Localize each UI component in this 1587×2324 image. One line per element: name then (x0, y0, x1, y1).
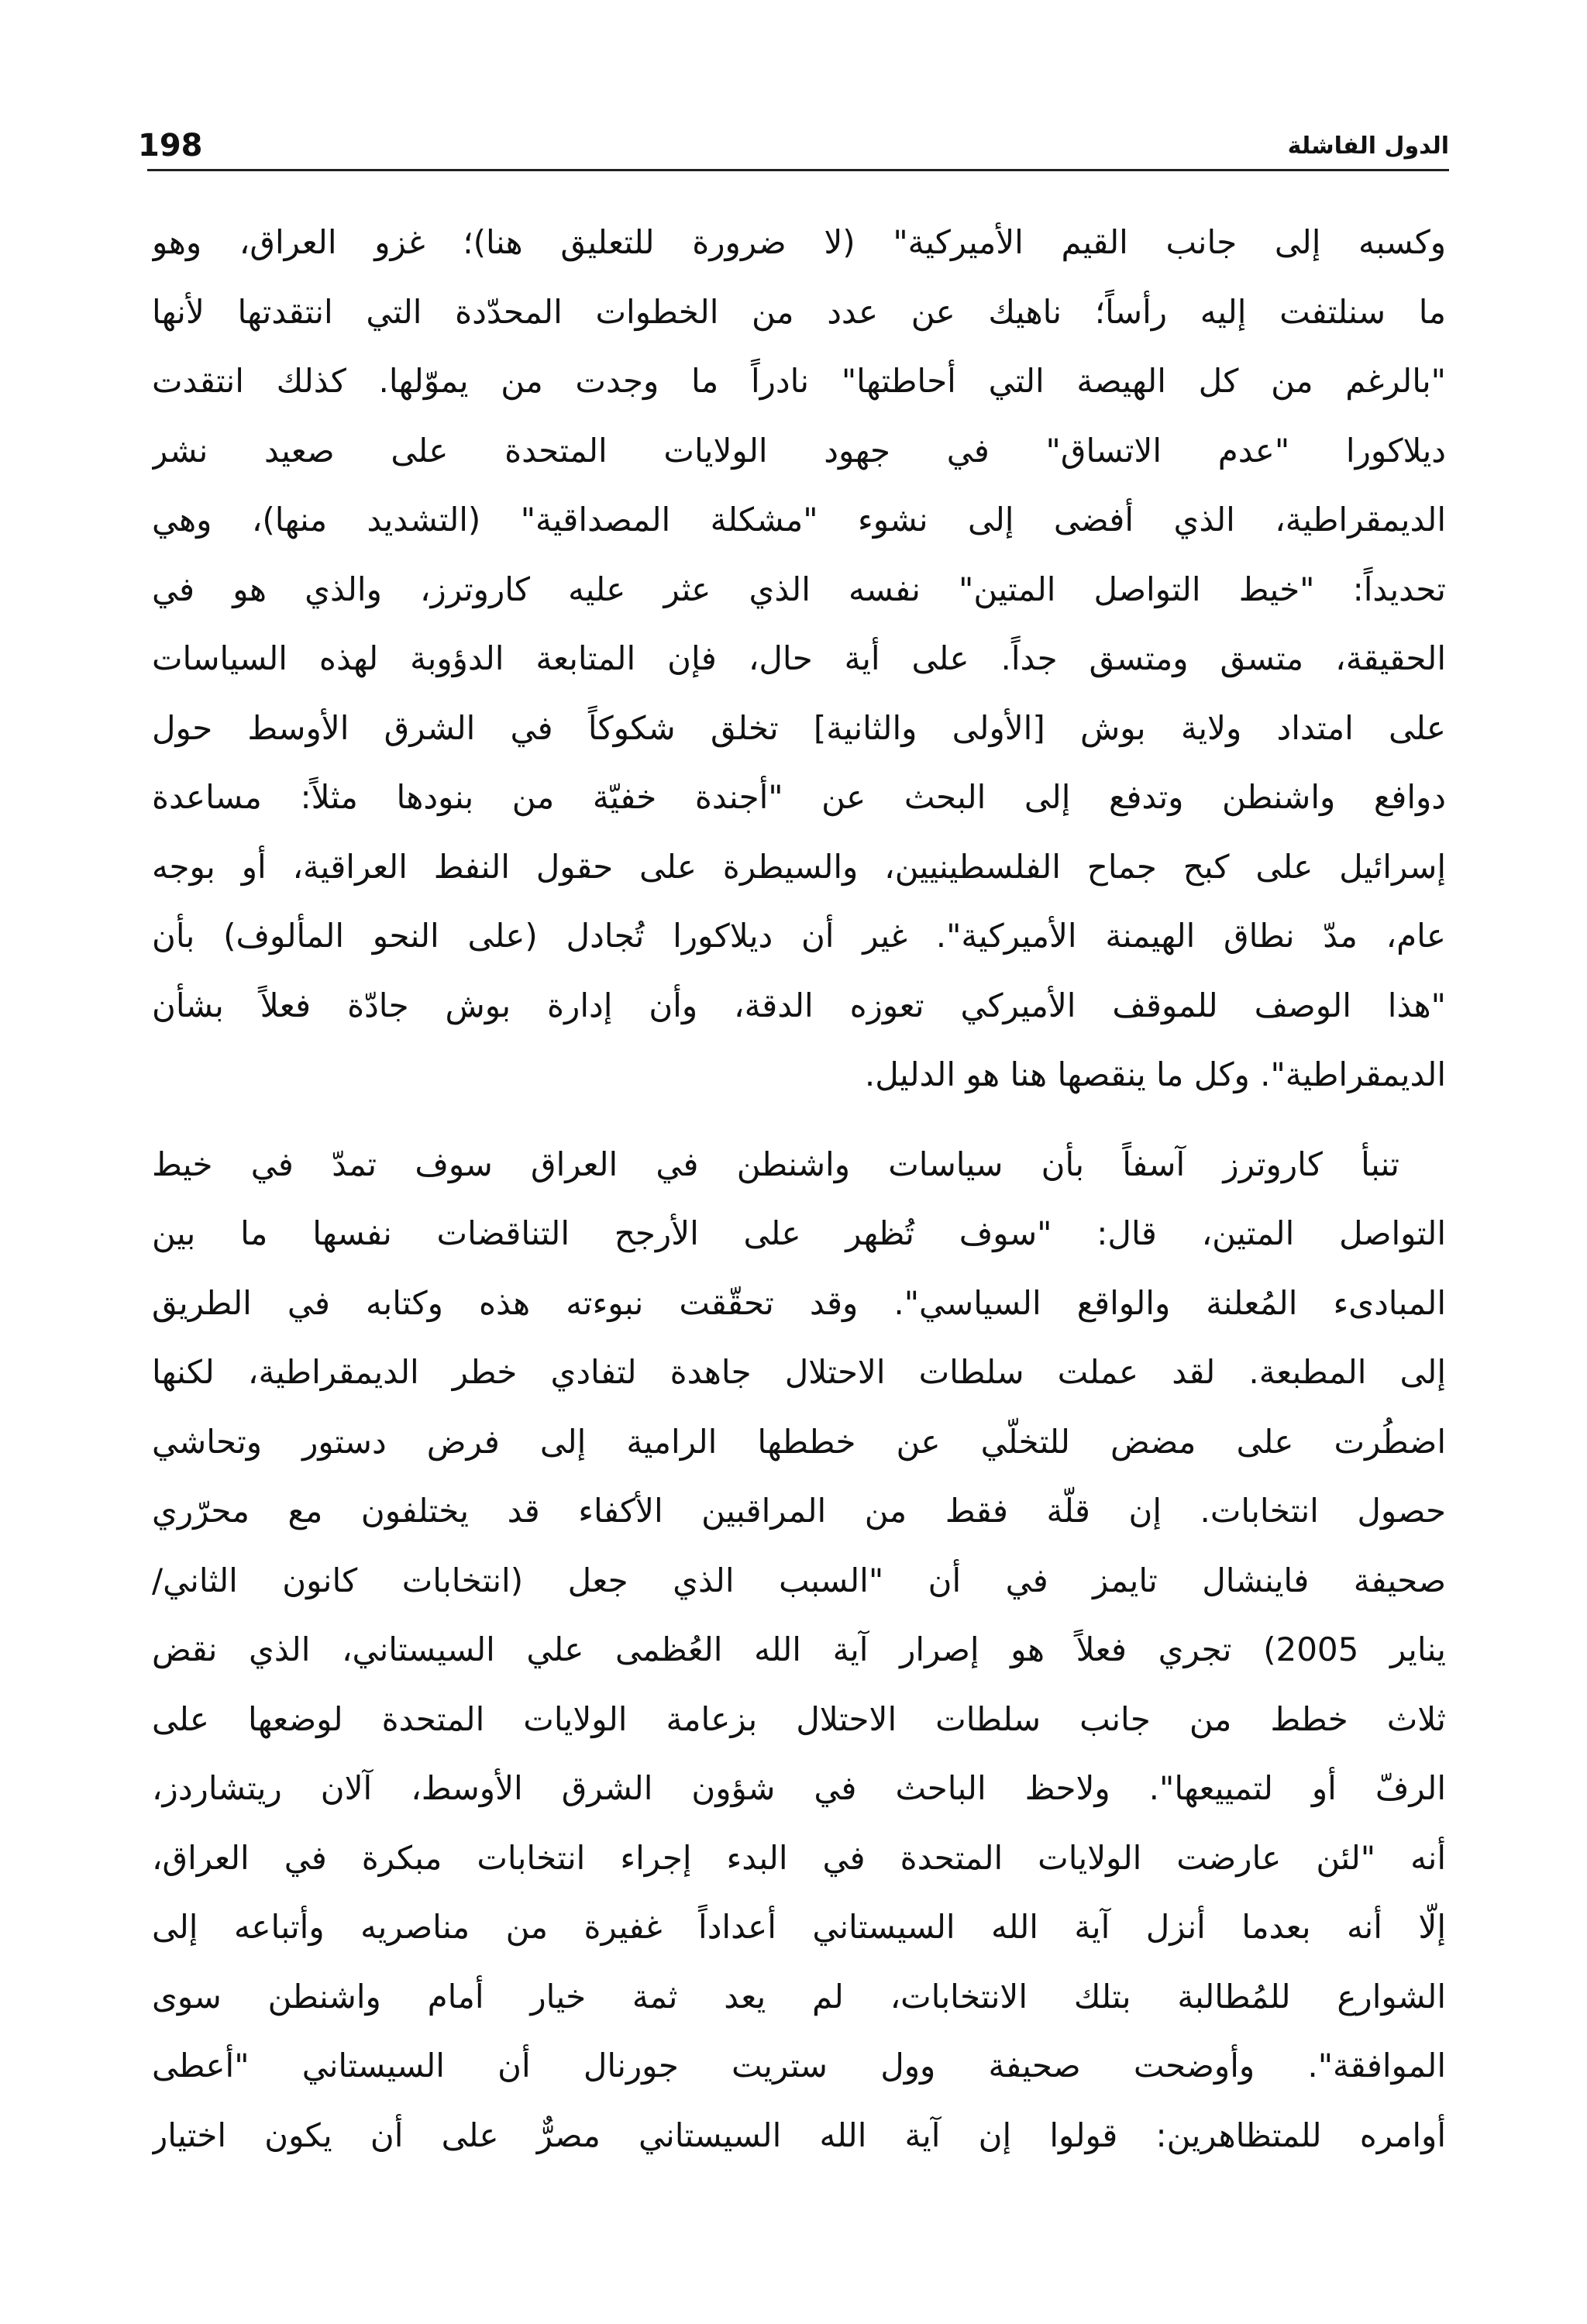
text-line: دوافع واشنطن وتدفع إلى البحث عن "أجندة خفيّة من بنودها مثلاً: مساعدة (152, 778, 1446, 816)
text-line: ما سنلتفت إليه رأساً؛ ناهيك عن عدد من الخطوات المحدّدة التي انتقدتها لأنها (152, 292, 1446, 331)
text-line: الديمقراطية، الذي أفضى إلى نشوء "مشكلة المصداقية" (التشديد منها)، وهي (152, 501, 1446, 539)
header-rule (147, 169, 1449, 171)
paragraph-2 (152, 1130, 1446, 2171)
text-line: صحيفة فاينشال تايمز في أن "السبب الذي جعل (انتخابات كانون الثاني/ (152, 1561, 1446, 1599)
text-line: "هذا الوصف للموقف الأميركي تعوزه الدقة، وأن إدارة بوش جادّة فعلاً بشأن (152, 986, 1446, 1024)
text-line: إلى المطبعة. لقد عملت سلطات الاحتلال جاهدة لتفادي خطر الديمقراطية، لكنها (152, 1353, 1446, 1391)
text-line: "بالرغم من كل الهيصة التي أحاطتها" نادراً ما وجدت من يموّلها. كذلك انتقدت (152, 362, 1446, 400)
text-line: الحقيقة، متسق ومتسق جداً. على أية حال، فإن المتابعة الدؤوبة لهذه السياسات (152, 639, 1446, 677)
text-line: تنبأ كاروترز آسفاً بأن سياسات واشنطن في العراق سوف تمدّ في خيط (152, 1145, 1399, 1183)
body-text (152, 208, 1446, 2170)
paragraph-1 (152, 208, 1446, 1110)
text-line: التواصل المتين، قال: "سوف تُظهر على الأرجح التناقضات نفسها ما بين (152, 1214, 1446, 1252)
page-number: 198 (138, 128, 203, 164)
text-line: تحديداً: "خيط التواصل المتين" نفسه الذي عثر عليه كاروترز، والذي هو في (152, 570, 1446, 608)
text-line: الشوارع للمُطالبة بتلك الانتخابات، لم يعد ثمة خيار أمام واشنطن سوى (152, 1977, 1446, 2016)
text-line: الرفّ أو لتمييعها". ولاحظ الباحث في شؤون الشرق الأوسط، آلان ريتشاردز، (152, 1769, 1446, 1807)
text-line: إسرائيل على كبح جماح الفلسطينيين، والسيطرة على حقول النفط العراقية، أو بوجه (152, 847, 1446, 886)
running-title: الدول الفاشلة (1287, 133, 1449, 160)
text-line: اضطُرت على مضض للتخلّي عن خططها الرامية إلى فرض دستور وتحاشي (152, 1422, 1446, 1461)
text-line: وكسبه إلى جانب القيم الأميركية" (لا ضرورة للتعليق هنا)؛ غزو العراق، وهو (152, 223, 1446, 261)
text-line: المبادىء المُعلنة والواقع السياسي". وقد تحقّقت نبوءته هذه وكتابه في الطريق (152, 1283, 1446, 1322)
text-line: عام، مدّ نطاق الهيمنة الأميركية". غير أن ديلاكورا تُجادل (على النحو المألوف) بأن (152, 917, 1446, 955)
text-line: الديمقراطية". وكل ما ينقصها هنا هو الدليل. (864, 1055, 1446, 1093)
text-line: أنه "لئن عارضت الولايات المتحدة في البدء إجراء انتخابات مبكرة في العراق، (152, 1838, 1446, 1877)
paragraph-gap (152, 1110, 1446, 1130)
text-line: ثلاث خطط من جانب سلطات الاحتلال بزعامة الولايات المتحدة لوضعها على (152, 1699, 1446, 1738)
text-line: يناير 2005) تجري فعلاً هو إصرار آية الله العُظمى علي السيستاني، الذي نقض (152, 1630, 1446, 1668)
text-line: إلّا أنه بعدما أنزل آية الله السيستاني أعداداً غفيرة من مناصريه وأتباعه إلى (152, 1908, 1446, 1946)
text-line: حصول انتخابات. إن قلّة فقط من المراقبين الأكفاء قد يختلفون مع محرّري (152, 1492, 1446, 1530)
text-line: على امتداد ولاية بوش [الأولى والثانية] تخلق شكوكاً في الشرق الأوسط حول (152, 708, 1446, 747)
text-line: أوامره للمتظاهرين: قولوا إن آية الله السيستاني مصرٌّ على أن يكون اختيار (152, 2116, 1446, 2154)
text-line: الموافقة". وأوضحت صحيفة وول ستريت جورنال أن السيستاني "أعطى (152, 2047, 1446, 2085)
text-line: ديلاكورا "عدم الاتساق" في جهود الولايات المتحدة على صعيد نشر (152, 431, 1446, 470)
page-header (138, 108, 1449, 164)
